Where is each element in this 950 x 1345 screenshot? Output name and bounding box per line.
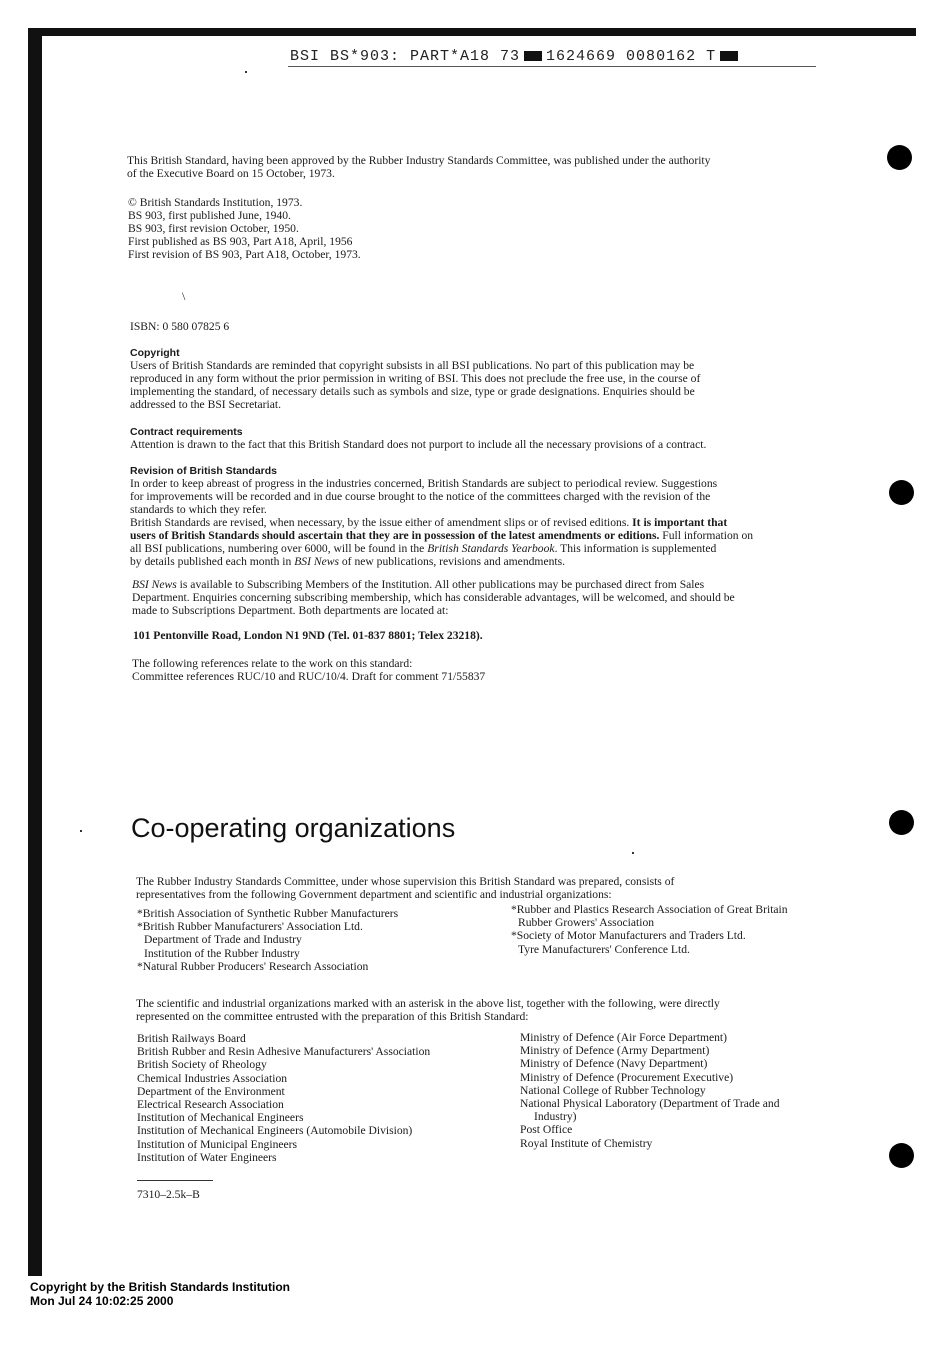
list-item: Tyre Manufacturers' Conference Ltd. [518,942,690,956]
represented-orgs-left [137,1032,430,1164]
list-item: Chemical Industries Association [137,1071,288,1085]
document-code-part1: BSI BS*903: PART*A18 73 [290,48,521,65]
print-code: 7310–2.5k–B [137,1188,200,1201]
document-code-header [290,48,742,65]
copyright-heading: Copyright [130,347,180,359]
list-item: Royal Institute of Chemistry [520,1136,653,1150]
list-item: Post Office [520,1123,573,1137]
header-rule [288,66,816,67]
publication-history: © British Standards Institution, 1973. BS 903, first published June, 1940. BS 903, first revision October, 1950. First published as BS 903, Part A18, April, 1956 First revision of BS 903, Part A18, October, 1973. [128,196,361,261]
document-code-part2: 1624669 0080162 T [546,48,717,65]
section-title: Co-operating organizations [131,813,456,843]
list-item: *British Rubber Manufacturers' Association Ltd. [137,920,363,934]
bsi-news-section: BSI News is available to Subscribing Members of the Institution. All other publications may be purchased direct from Sales Department. Enquiries concerning subscribing membership, which has considerable advantages, will be welcomed, and should be made to Subscriptions Department. Both departments are located at: [132,578,735,617]
divider [137,1180,213,1181]
contract-section: Contract requirements Attention is drawn to the fact that this British Standard does not purport to include all the necessary provisions of a contract. [130,426,707,451]
list-item: Ministry of Defence (Air Force Department) [520,1031,728,1044]
redaction-block [524,51,542,61]
list-item: Institution of Mechanical Engineers (Automobile Division) [137,1124,413,1138]
punch-hole-icon [889,480,914,505]
list-item: Electrical Research Association [137,1098,284,1112]
list-item: Department of the Environment [137,1084,285,1098]
scan-border-left [28,28,42,1276]
stray-mark: \ [182,289,186,303]
list-item: Institution of Water Engineers [137,1150,277,1164]
committee-members-right [511,903,788,956]
scan-border-top [28,28,916,36]
punch-hole-icon [887,145,912,170]
list-item: British Society of Rheology [137,1058,267,1072]
committee-members-left [137,907,398,973]
list-item: *British Association of Synthetic Rubber Manufacturers [137,907,399,920]
scan-speck [245,71,247,73]
list-item: *Rubber and Plastics Research Association of Great Britain [511,903,788,916]
list-item: National College of Rubber Technology [520,1083,706,1097]
list-item: Institution of Mechanical Engineers [137,1111,304,1125]
scan-speck [80,830,82,832]
list-item: Ministry of Defence (Army Department) [520,1044,710,1058]
list-item: *Society of Motor Manufacturers and Traders Ltd. [511,929,746,943]
revision-section: Revision of British Standards In order to keep abreast of progress in the industries concerned, British Standards are subject to periodical review. Suggestions for improvements will be recorded and in due course brought to the notice of the committees charged with the revision of the standards to which they refer. British Standards are revised, when necessary, by the issue either of amendment slips or of revised editions. It is important that users of British Standards should ascertain that they are in possession of the latest amendments or editions. Full information on all BSI publications, numbering over 6000, will be found in the British Standards Yearbook. This information is supplemented by details published each month in BSI News of new publications, revisions and amendments. [130,465,754,568]
list-item: Ministry of Defence (Procurement Executive) [520,1070,734,1084]
list-item: Institution of the Rubber Industry [144,946,300,960]
list-item: Department of Trade and Industry [144,933,302,947]
committee-intro: The Rubber Industry Standards Committee, under whose supervision this British Standard was prepared, consists of representatives from the following Government department and scientific and industrial organizations: [136,875,675,901]
bsi-address: 101 Pentonville Road, London N1 9ND (Tel. 01-837 8801; Telex 23218). [133,629,483,642]
list-item: Ministry of Defence (Navy Department) [520,1057,708,1071]
approval-statement: This British Standard, having been approved by the Rubber Industry Standards Committee, was published under the authority of the Executive Board on 15 October, 1973. [127,154,711,180]
list-item: Rubber Growers' Association [518,916,655,930]
list-item: National Physical Laboratory (Department of Trade and [520,1097,780,1111]
isbn: ISBN: 0 580 07825 6 [130,320,230,333]
asterisk-note: The scientific and industrial organizations marked with an asterisk in the above list, together with the following, were directly represented on the committee entrusted with the preparation of this British Standard: [136,997,720,1023]
copyright-footer: Copyright by the British Standards Institution Mon Jul 24 10:02:25 2000 [30,1280,291,1308]
contract-heading: Contract requirements [130,426,243,438]
punch-hole-icon [889,810,914,835]
represented-orgs-right [520,1031,780,1150]
list-item: *Natural Rubber Producers' Research Association [137,959,369,973]
list-item: Industry) [534,1110,577,1124]
revision-heading: Revision of British Standards [130,465,278,477]
list-item: British Rubber and Resin Adhesive Manufacturers' Association [137,1045,431,1059]
punch-hole-icon [889,1143,914,1168]
scan-speck [632,852,634,854]
copyright-section: Copyright Users of British Standards are reminded that copyright subsists in all BSI publications. No part of this publication may be reproduced in any form without the prior permission in writing of BSI. This does not preclude the free use, in the course of implementing the standard, of necessary details such as symbols and size, type or grade designations. Enquiries should be addressed to the BSI Secretariat. [130,347,701,411]
redaction-block [720,51,738,61]
committee-references: The following references relate to the work on this standard: Committee references RUC/10 and RUC/10/4. Draft for comment 71/55837 [132,657,486,683]
list-item: British Railways Board [137,1032,246,1045]
list-item: Institution of Municipal Engineers [137,1137,298,1151]
